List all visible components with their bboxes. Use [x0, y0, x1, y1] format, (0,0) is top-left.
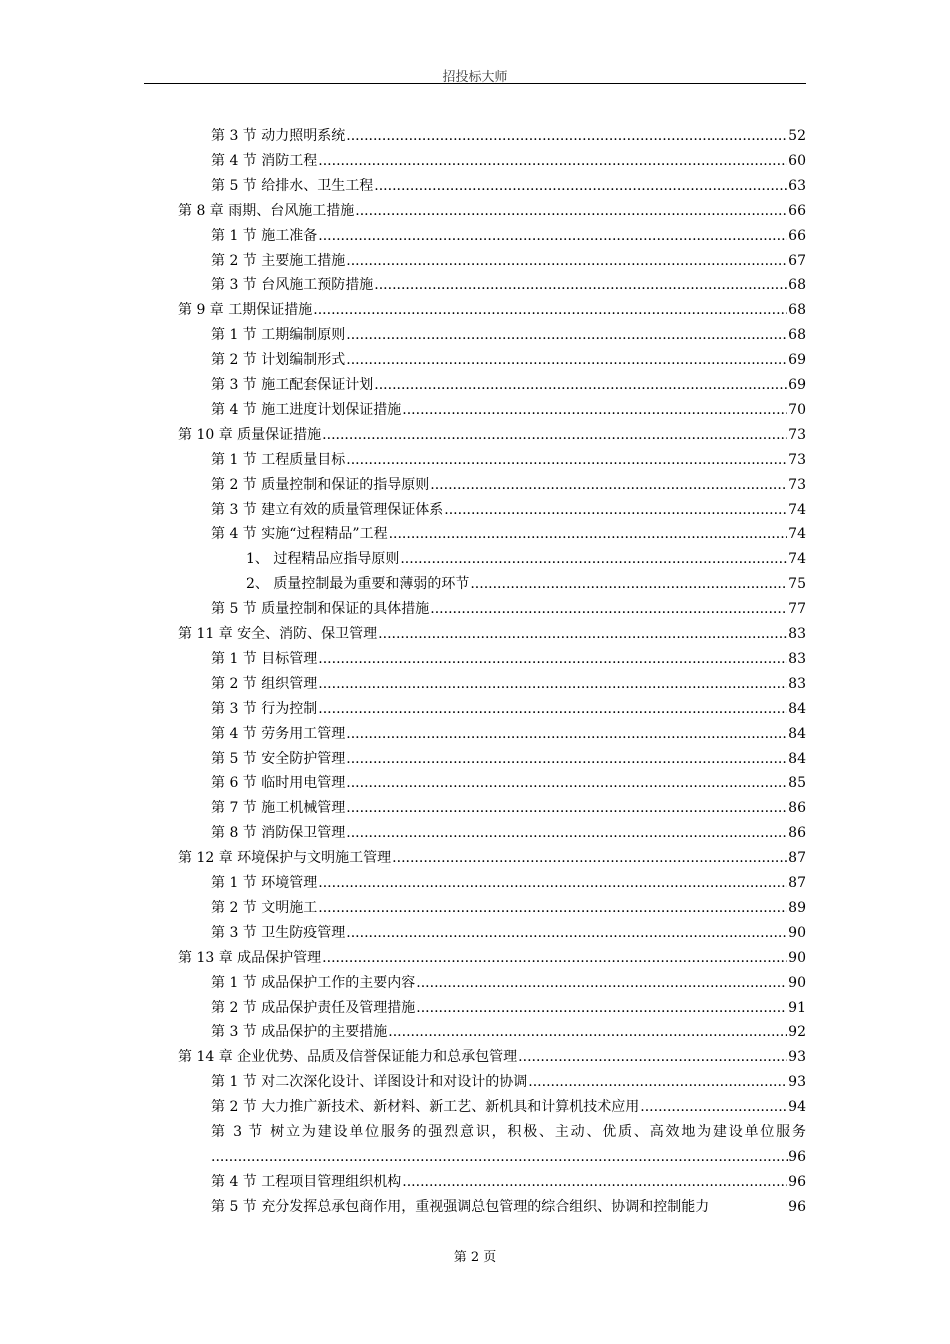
- toc-entry-label: 第 9 章 工期保证措施: [178, 302, 313, 319]
- toc-leader-dots: [346, 722, 787, 747]
- toc-entry-page-number: 93: [788, 1049, 806, 1066]
- toc-entry[interactable]: [178, 423, 806, 448]
- toc-entry[interactable]: [211, 273, 806, 298]
- toc-entry-page-number: 69: [788, 377, 806, 393]
- toc-leader-dots: [470, 572, 787, 597]
- toc-entry[interactable]: [211, 1070, 806, 1095]
- toc-entry-page-number: 96: [788, 1173, 806, 1190]
- toc-entry-page-number: 67: [788, 252, 806, 269]
- toc-entry[interactable]: [211, 1020, 806, 1045]
- toc-entry-page-number: 73: [788, 451, 806, 468]
- toc-leader-dots: [402, 398, 787, 423]
- toc-entry[interactable]: [211, 1145, 806, 1170]
- toc-entry-label: 第 5 节 质量控制和保证的具体措施: [211, 601, 430, 618]
- toc-entry-label: 第 5 节 充分发挥总承包商作用，重视强调总包管理的综合组织、协调和控制能力: [211, 1198, 710, 1215]
- toc-leader-dots: [518, 1045, 787, 1070]
- toc-leader-dots: [318, 224, 787, 249]
- toc-entry-page-number: 73: [788, 476, 806, 493]
- toc-entry[interactable]: [246, 572, 806, 597]
- toc-entry-page-number: 84: [788, 700, 806, 717]
- toc-entry-page-number: 74: [788, 526, 806, 543]
- toc-entry-page-number: 92: [788, 1024, 806, 1041]
- toc-entry-page-number: 84: [788, 750, 806, 767]
- toc-leader-dots: [416, 971, 787, 996]
- toc-leader-dots: [318, 697, 787, 722]
- toc-leader-dots: [444, 498, 787, 523]
- toc-leader-dots: [355, 199, 787, 224]
- toc-entry-label: 第 4 节 消防工程: [211, 152, 318, 169]
- page-header: 招投标大师: [442, 70, 508, 85]
- toc-leader-dots: [388, 1020, 787, 1045]
- toc-entry[interactable]: [211, 921, 806, 946]
- toc-entry-page-number: 74: [788, 501, 806, 518]
- toc-entry-label: 第 3 节 行为控制: [211, 700, 318, 717]
- toc-leader-dots: [640, 1095, 787, 1120]
- header-rule: [144, 83, 806, 84]
- toc-entry-page-number: 90: [788, 974, 806, 991]
- toc-entry-page-number: 70: [788, 401, 806, 418]
- toc-entry-label: 第 5 节 安全防护管理: [211, 750, 346, 767]
- toc-entry[interactable]: [178, 622, 806, 647]
- toc-entry-page-number: 93: [788, 1074, 806, 1091]
- toc-entry[interactable]: [211, 1195, 806, 1220]
- toc-entry-label: 第 3 节 施工配套保证计划: [211, 377, 374, 393]
- toc-entry-label: 第 2 节 主要施工措施: [211, 252, 346, 269]
- toc-entry-label: 第 11 章 安全、消防、保卫管理: [178, 626, 378, 642]
- toc-leader-dots: [374, 174, 787, 199]
- toc-entry-page-number: 68: [788, 327, 806, 344]
- toc-entry-page-number: 94: [788, 1099, 806, 1116]
- toc-entry-label: 第 14 章 企业优势、品质及信誉保证能力和总承包管理: [178, 1049, 518, 1066]
- toc-entry-label: 第 2 节 计划编制形式: [211, 352, 346, 369]
- toc-leader-dots: [346, 323, 787, 348]
- toc-entry-page-number: 68: [788, 302, 806, 319]
- toc-entry[interactable]: [178, 298, 806, 323]
- toc-entry-label: 第 2 节 大力推广新技术、新材料、新工艺、新机具和计算机技术应用: [211, 1099, 640, 1116]
- toc-leader-dots: [318, 672, 787, 697]
- toc-leader-dots: [346, 348, 787, 373]
- toc-entry[interactable]: [211, 1095, 806, 1120]
- toc-entry-label: 第 2 节 质量控制和保证的指导原则: [211, 476, 430, 493]
- toc-entry[interactable]: [178, 199, 806, 224]
- toc-entry-label: 1、 过程精品应指导原则: [246, 551, 400, 568]
- toc-entry[interactable]: [211, 996, 806, 1021]
- toc-entry-label: 2、 质量控制最为重要和薄弱的环节: [246, 576, 470, 593]
- toc-entry[interactable]: [211, 647, 806, 672]
- toc-entry[interactable]: [178, 1045, 806, 1070]
- toc-entry[interactable]: [211, 697, 806, 722]
- toc-entry[interactable]: [211, 323, 806, 348]
- toc-leader-dots: [430, 473, 787, 498]
- toc-entry-label: 第 1 节 对二次深化设计、详图设计和对设计的协调: [211, 1074, 528, 1091]
- toc-leader-dots: [322, 946, 787, 971]
- toc-entry-page-number: 89: [788, 899, 806, 916]
- toc-entry-page-number: 77: [788, 601, 806, 618]
- toc-entry-page-number: 60: [788, 152, 806, 169]
- toc-entry-page-number: 86: [788, 800, 806, 817]
- toc-entry-page-number: 66: [788, 227, 806, 244]
- toc-leader-dots: [346, 821, 787, 846]
- toc-entry-label: 第 3 节 动力照明系统: [211, 128, 346, 144]
- toc-entry[interactable]: [211, 398, 806, 423]
- toc-entry[interactable]: [211, 971, 806, 996]
- toc-entry-page-number: 85: [788, 775, 806, 792]
- toc-entry-page-number: 75: [788, 576, 806, 593]
- toc-entry-page-number: 83: [788, 675, 806, 692]
- toc-leader-dots: [346, 747, 787, 772]
- toc-entry-label[interactable]: 第 3 节 树立为建设单位服务的强烈意识，积极、主动、优质、高效地为建设单位服务: [211, 1124, 806, 1140]
- toc-entry[interactable]: [211, 1170, 806, 1195]
- toc-entry-page-number: 96: [788, 1198, 806, 1215]
- toc-entry-label: 第 8 节 消防保卫管理: [211, 825, 346, 842]
- toc-entry-label: 第 1 节 环境管理: [211, 875, 318, 891]
- toc-leader-dots: [402, 1170, 787, 1195]
- toc-entry-page-number: 69: [788, 352, 806, 369]
- toc-entry[interactable]: [211, 871, 806, 896]
- toc-leader-dots: [374, 373, 787, 398]
- toc-entry[interactable]: [211, 373, 806, 398]
- toc-leader-dots: [528, 1070, 787, 1095]
- toc-entry-label: 第 3 节 卫生防疫管理: [211, 924, 346, 941]
- toc-entry-page-number: 52: [788, 128, 806, 144]
- toc-leader-dots: [400, 547, 787, 572]
- toc-entry-page-number: 73: [788, 426, 806, 443]
- toc-entry-page-number: 90: [788, 949, 806, 966]
- toc-entry-page-number: 83: [788, 650, 806, 667]
- toc-entry[interactable]: [211, 448, 806, 473]
- toc-leader-dots: [346, 796, 787, 821]
- toc-entry-label: 第 6 节 临时用电管理: [211, 775, 346, 792]
- toc-entry-label: 第 3 节 建立有效的质量管理保证体系: [211, 501, 444, 518]
- toc-entry-label: 第 3 节 台风施工预防措施: [211, 277, 374, 294]
- toc-leader-dots: [346, 124, 787, 149]
- toc-entry[interactable]: [211, 224, 806, 249]
- toc-leader-dots: [211, 1145, 788, 1170]
- toc-entry-page-number: 90: [788, 924, 806, 941]
- toc-entry[interactable]: [211, 821, 806, 846]
- toc-entry-page-number: 84: [788, 725, 806, 742]
- toc-leader-dots: [389, 522, 788, 547]
- toc-leader-dots: [378, 622, 787, 647]
- toc-entry-page-number: 87: [788, 875, 806, 891]
- toc-entry[interactable]: [211, 522, 806, 547]
- page-footer: 第 2 页: [453, 1250, 497, 1265]
- toc-entry-label: 第 12 章 环境保护与文明施工管理: [178, 850, 392, 867]
- toc-entry[interactable]: [178, 846, 806, 871]
- toc-entry-label: 第 4 节 劳务用工管理: [211, 725, 346, 742]
- toc-leader-dots: [346, 771, 787, 796]
- toc-entry-label: 第 1 节 目标管理: [211, 650, 318, 667]
- toc-leader-dots: [392, 846, 787, 871]
- toc-entry[interactable]: [211, 498, 806, 523]
- toc-entry-page-number: 66: [788, 202, 806, 219]
- toc-entry[interactable]: [211, 771, 806, 796]
- toc-entry-label: 第 5 节 给排水、卫生工程: [211, 177, 374, 194]
- toc-entry-page-number: 68: [788, 277, 806, 294]
- toc-leader-dots: [346, 249, 787, 274]
- toc-entry-label: 第 8 章 雨期、台风施工措施: [178, 202, 355, 219]
- toc-entry[interactable]: [211, 722, 806, 747]
- toc-leader-dots: [318, 149, 787, 174]
- toc-leader-dots: [374, 273, 787, 298]
- toc-entry[interactable]: [211, 249, 806, 274]
- toc-leader-dots: [346, 448, 787, 473]
- toc-entry[interactable]: [211, 672, 806, 697]
- toc-entry-label: 第 2 节 组织管理: [211, 675, 318, 692]
- toc-entry-page-number: 74: [788, 551, 806, 568]
- toc-entry-label: 第 2 节 文明施工: [211, 899, 318, 916]
- toc-entry-label: 第 1 节 工期编制原则: [211, 327, 346, 344]
- toc-entry-label: 第 2 节 成品保护责任及管理措施: [211, 999, 416, 1016]
- toc-entry[interactable]: [211, 796, 806, 821]
- toc-entry[interactable]: [211, 473, 806, 498]
- toc-entry-label: 第 13 章 成品保护管理: [178, 949, 322, 966]
- toc-entry-label: 第 1 节 成品保护工作的主要内容: [211, 974, 416, 991]
- toc-leader-dots: [322, 423, 787, 448]
- toc-entry[interactable]: [178, 946, 806, 971]
- toc-entry-page-number: 87: [788, 850, 806, 867]
- toc-entry-label: 第 10 章 质量保证措施: [178, 426, 322, 443]
- toc-entry[interactable]: [246, 547, 806, 572]
- toc-entry-page-number: 96: [788, 1148, 806, 1165]
- toc-entry-label: 第 7 节 施工机械管理: [211, 800, 346, 817]
- toc-entry-page-number: 91: [788, 999, 806, 1016]
- toc-entry-label: 第 4 节 工程项目管理组织机构: [211, 1173, 402, 1190]
- toc-entry[interactable]: [211, 747, 806, 772]
- toc-entry-label: 第 4 节 实施“过程精品”工程: [211, 526, 388, 543]
- toc-entry-label: 第 4 节 施工进度计划保证措施: [211, 401, 402, 418]
- toc-entry-page-number: 63: [788, 177, 806, 194]
- toc-leader-dots: [313, 298, 787, 323]
- toc-entry[interactable]: [211, 896, 806, 921]
- toc-entry[interactable]: [211, 348, 806, 373]
- toc-entry-label: 第 1 节 工程质量目标: [211, 451, 346, 468]
- toc-leader-dots: [346, 921, 787, 946]
- toc-entry-page-number: 83: [788, 626, 806, 642]
- toc-entry[interactable]: [211, 597, 806, 622]
- toc-leader-dots: [430, 597, 787, 622]
- toc-entry[interactable]: [211, 124, 806, 149]
- toc-leader-dots: [318, 647, 787, 672]
- toc-leader-dots: [318, 896, 787, 921]
- toc-leader-dots: [318, 871, 787, 896]
- toc-entry[interactable]: [211, 174, 806, 199]
- toc-entry-label: 第 1 节 施工准备: [211, 227, 318, 244]
- toc-entry[interactable]: [211, 149, 806, 174]
- toc-leader-dots: [416, 996, 787, 1021]
- toc-entry-label: 第 3 节 成品保护的主要措施: [211, 1024, 388, 1041]
- toc-entry-page-number: 86: [788, 825, 806, 842]
